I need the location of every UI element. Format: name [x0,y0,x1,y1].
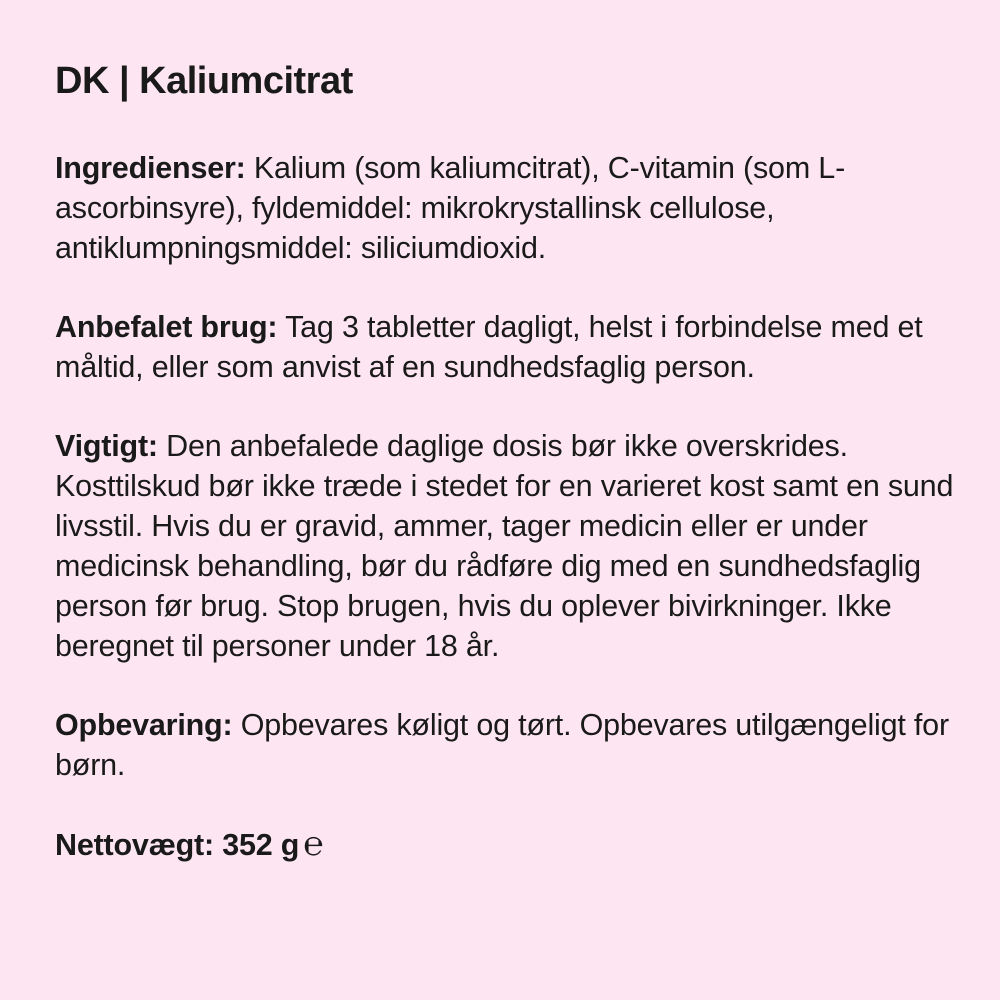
label-panel [55,58,955,865]
important-label: Vigtigt: [55,429,158,463]
page-title: DK | Kaliumcitrat [55,60,353,102]
important-text: Den anbefalede daglige dosis bør ikke overskrides. Kosttilskud bør ikke træde i stedet for en varieret kost samt en sund livsstil. Hvis du er gravid, ammer, tager medicin eller er under medicinsk behandling, bør du rådføre dig med en sundhedsfaglig person før brug. Stop brugen, hvis du oplever bivirkninger. Ikke beregnet til personer under 18 år. [55,429,954,663]
net-weight-section [55,824,955,865]
ingredients-text: Kalium (som kaliumcitrat), C-vitamin (som L-ascorbinsyre), fyldemiddel: mikrokrystallinsk cellulose, antiklumpningsmiddel: siliciumdioxid. [55,151,846,265]
storage-label: Opbevaring: [55,708,233,742]
recommended-use-label: Anbefalet brug: [55,310,278,344]
recommended-use-section [55,307,955,387]
ingredients-section [55,148,955,268]
ingredients-label: Ingredienser: [55,151,246,185]
important-section [55,426,955,666]
storage-text: Opbevares køligt og tørt. Opbevares utilgængeligt for børn. [55,708,949,782]
estimated-sign-icon: ℮ [303,824,324,864]
recommended-use-text: Tag 3 tabletter dagligt, helst i forbindelse med et måltid, eller som anvist af en sundhedsfaglig person. [55,310,923,384]
net-weight-label: Nettovægt: 352 g [55,828,300,862]
storage-section [55,705,955,785]
